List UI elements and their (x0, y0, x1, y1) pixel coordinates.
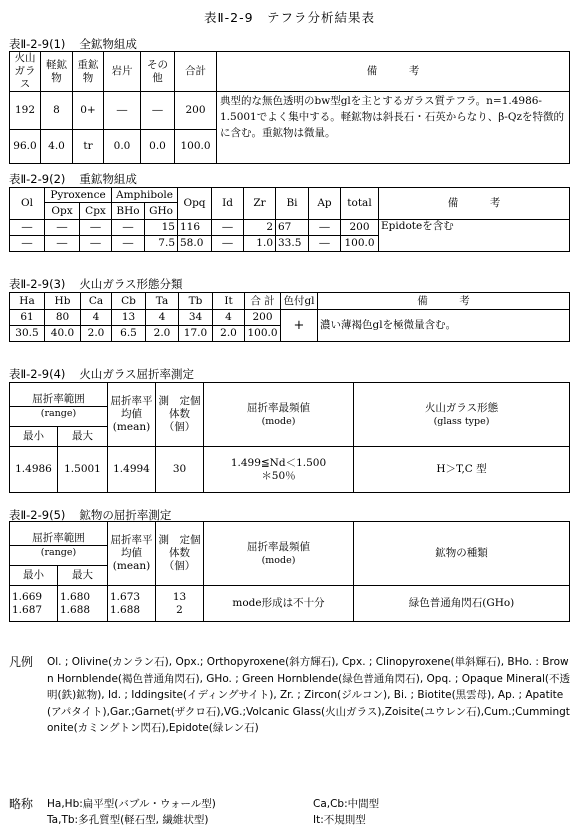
t2-cell: 7.5 (145, 236, 178, 252)
t2-cell: 33.5 (276, 236, 309, 252)
t2-cell: ― (309, 236, 341, 252)
t2-head-cpx: Cpx (80, 203, 112, 220)
table5-name: 鉱物の屈折率測定 (79, 508, 172, 522)
table-row (10, 586, 570, 622)
abbr-irregular: It:不規則型 (313, 814, 366, 826)
t4-min-value: 1.4986 (10, 447, 58, 493)
t2-head-gho: GHo (145, 203, 178, 220)
t4-head-range-label: 屈折率範囲 (32, 393, 85, 405)
t4-head-type (354, 383, 570, 447)
table-row (10, 92, 570, 130)
t2-head-ol: Ol (10, 188, 45, 220)
t5-head-min: 最小 (10, 566, 58, 586)
t3-colored-glass: + (281, 310, 318, 342)
t4-mode-value-line1: 1.499≦Nd＜1.500 (230, 456, 327, 469)
t1-head-glass: 火山ガラス (10, 52, 41, 92)
table2-number: 表Ⅱ-2-9(2) (9, 172, 66, 186)
t1-cell: 192 (10, 92, 41, 130)
t3-cell: 34 (179, 310, 213, 326)
t1-cell: 96.0 (10, 130, 41, 164)
t3-remark: 濃い薄褐色glを極微量含む。 (318, 310, 570, 342)
t3-head-ca: Ca (81, 293, 112, 310)
t2-head-opq: Opq (178, 188, 212, 220)
t3-cell: 100.0 (245, 326, 281, 342)
t3-cell: 6.5 (112, 326, 146, 342)
t3-cell: 17.0 (179, 326, 213, 342)
t1-head-total: 合計 (175, 52, 217, 92)
t4-max-value: 1.5001 (58, 447, 108, 493)
t3-head-tb: Tb (179, 293, 213, 310)
t3-head-colored: 色付gl (281, 293, 318, 310)
t2-head-opx: Opx (45, 203, 80, 220)
t2-head-bho: BHo (112, 203, 145, 220)
t4-head-mode-sub: (mode) (261, 415, 296, 427)
table4-glass-refractive (9, 382, 570, 493)
t2-cell: ― (112, 236, 145, 252)
t2-head-total: total (341, 188, 379, 220)
t3-cell: 61 (10, 310, 45, 326)
table3-glass-shape (9, 292, 570, 342)
t4-head-min: 最小 (10, 427, 58, 447)
legend-label: 凡例 (9, 655, 34, 669)
t5-max-values: 1.680 1.688 (58, 586, 108, 622)
table3-name: 火山ガラス形態分類 (79, 277, 183, 291)
t5-head-range-sub: (range) (10, 546, 108, 566)
t5-head-range-label: 屈折率範囲 (32, 532, 85, 544)
t1-head-heavy: 重鉱物 (73, 52, 104, 92)
table-row (10, 447, 570, 493)
t3-cell: 2.0 (213, 326, 245, 342)
t4-type-value: H＞T,C 型 (354, 447, 570, 493)
t3-cell: 2.0 (81, 326, 112, 342)
t4-mode-value-line2: ＊50％ (261, 469, 296, 482)
t1-cell: tr (73, 130, 104, 164)
t2-cell: 67 (276, 220, 309, 236)
table1-header-row (10, 52, 570, 92)
abbr-intermediate: Ca,Cb:中間型 (313, 798, 380, 810)
t1-cell: ― (104, 92, 141, 130)
t5-mean-values: 1.673 1.688 (108, 586, 156, 622)
t3-cell: 40.0 (45, 326, 81, 342)
t2-group-amphibole: Amphibole (112, 188, 178, 203)
table3-number: 表Ⅱ-2-9(3) (9, 277, 66, 291)
t4-count-value: 30 (156, 447, 204, 493)
t2-cell: 2 (244, 220, 276, 236)
t3-cell: 200 (245, 310, 281, 326)
table1-name: 全鉱物組成 (79, 37, 137, 51)
t2-cell: ― (45, 236, 80, 252)
t2-head-bi: Bi (276, 188, 309, 220)
table2-title (9, 171, 137, 187)
t5-head-max: 最大 (58, 566, 108, 586)
t1-cell: 100.0 (175, 130, 217, 164)
t2-cell: 58.0 (178, 236, 212, 252)
t4-head-range (10, 383, 108, 407)
legend (9, 654, 571, 737)
t4-head-mean: 屈折率平均値(mean) (108, 383, 156, 447)
t2-cell: 1.0 (244, 236, 276, 252)
t1-head-remark: 備 考 (217, 52, 570, 92)
t3-cell: 80 (45, 310, 81, 326)
t2-cell: ― (212, 236, 244, 252)
t5-head-mean: 屈折率平均値(mean) (108, 522, 156, 586)
t3-cell: 4 (213, 310, 245, 326)
t2-cell: ― (80, 220, 112, 236)
table3-title (9, 276, 183, 292)
t2-cell: 200 (341, 220, 379, 236)
t1-cell: ― (141, 92, 175, 130)
t1-head-other: その他 (141, 52, 175, 92)
table1-number: 表Ⅱ-2-9(1) (9, 37, 66, 51)
t4-head-type-label: 火山ガラス形態 (424, 401, 499, 414)
t3-cell: 4 (146, 310, 179, 326)
t1-cell: 0.0 (104, 130, 141, 164)
t3-cell: 13 (112, 310, 146, 326)
t4-head-mode-label: 屈折率最頻値 (247, 401, 310, 414)
t4-mean-value: 1.4994 (108, 447, 156, 493)
table2-heavy-mineral (9, 187, 570, 252)
table4-name: 火山ガラス屈折率測定 (79, 367, 195, 381)
t2-head-remark: 備 考 (379, 188, 570, 220)
t2-head-ap: Ap (309, 188, 341, 220)
t2-cell: 100.0 (341, 236, 379, 252)
t5-mode-value: mode形成は不十分 (204, 586, 354, 622)
t2-remark: Epidoteを含む (379, 220, 570, 252)
t4-head-range-sub: (range) (10, 407, 108, 427)
t1-cell: 0.0 (141, 130, 175, 164)
t2-cell: 15 (145, 220, 178, 236)
t3-cell: 2.0 (146, 326, 179, 342)
t3-cell: 30.5 (10, 326, 45, 342)
t4-head-max: 最大 (58, 427, 108, 447)
t3-head-total: 合 計 (245, 293, 281, 310)
table-row (10, 220, 570, 236)
t5-head-mode-sub: (mode) (261, 554, 296, 566)
t5-head-range (10, 522, 108, 546)
table4-title (9, 366, 194, 382)
t3-head-hb: Hb (45, 293, 81, 310)
t5-head-mode (204, 522, 354, 586)
t4-head-type-sub: (glass type) (433, 415, 490, 427)
legend-text: Ol. ; Olivine(カンラン石), Opx.; Orthopyroxene(斜方輝石), Cpx. ; Clinopyroxene(単斜輝石), BHo. : Brown Hornblende(褐色普通角閃石), GHo. ; Green Hornblende(緑色普通角閃石), Opq. ; Opaque Mineral(不透明(鉄)鉱物), Id. ; Iddingsite(イディングサイト), Zr. ; Zircon(ジルコン), Bi. ; Biotite(黒雲母), Ap. ; Apatite(アパタイト),Gar.;Garnet(ザクロ石),VG.;Volcanic Glass(火山ガラス),Zoisite(ユウレン石),Cum.;Cummingtonite(カミングトン閃石),Epidote(緑レン石) (47, 656, 571, 734)
t1-cell: 4.0 (41, 130, 73, 164)
t2-cell: ― (309, 220, 341, 236)
table1-title (9, 36, 137, 52)
page-title: 表Ⅱ-2-9 テフラ分析結果表 (203, 10, 376, 25)
t2-cell: ― (45, 220, 80, 236)
t5-count-values: 13 2 (156, 586, 204, 622)
table1-total-mineral (9, 51, 570, 164)
t3-head-ta: Ta (146, 293, 179, 310)
t1-head-rock: 岩片 (104, 52, 141, 92)
t3-head-remark: 備 考 (318, 293, 570, 310)
t2-head-zr: Zr (244, 188, 276, 220)
t2-cell: 116 (178, 220, 212, 236)
table4-number: 表Ⅱ-2-9(4) (9, 367, 66, 381)
table3-header-row (10, 293, 570, 310)
t1-head-light: 軽鉱物 (41, 52, 73, 92)
t4-mode-value (204, 447, 354, 493)
t2-cell: ― (80, 236, 112, 252)
t1-cell: 200 (175, 92, 217, 130)
t2-cell: ― (10, 236, 45, 252)
t4-head-mode (204, 383, 354, 447)
t5-head-kind: 鉱物の種類 (354, 522, 570, 586)
abbreviations-label: 略称 (9, 797, 34, 811)
abbr-porous: Ta,Tb:多孔質型(軽石型, 繊維状型) (47, 814, 209, 826)
t5-min-values: 1.669 1.687 (10, 586, 58, 622)
t2-cell: ― (10, 220, 45, 236)
t2-cell: ― (112, 220, 145, 236)
table2-name: 重鉱物組成 (79, 172, 137, 186)
t5-kind-value: 緑色普通角閃石(GHo) (354, 586, 570, 622)
t3-head-ha: Ha (10, 293, 45, 310)
t1-cell: 0+ (73, 92, 104, 130)
t3-cell: 4 (81, 310, 112, 326)
t2-head-id: Id (212, 188, 244, 220)
t2-group-pyroxene: Pyroxence (45, 188, 112, 203)
abbr-flat: Ha,Hb:扁平型(バブル・ウォール型) (47, 798, 216, 810)
t3-head-it: It (213, 293, 245, 310)
abbreviations (9, 796, 571, 828)
t4-head-count: 測 定個体数（個） (156, 383, 204, 447)
table-row (10, 310, 570, 326)
t1-cell: 8 (41, 92, 73, 130)
t5-head-count: 測 定個体数（個） (156, 522, 204, 586)
t1-remark: 典型的な無色透明のbw型glを主とするガラス質テフラ。n=1.4986-1.5001でよく集中する。軽鉱物は斜長石・石英からなり、β-Qzを特徴的に含む。重鉱物は微量。 (217, 92, 570, 164)
t5-head-mode-label: 屈折率最頻値 (247, 540, 310, 553)
t2-cell: ― (212, 220, 244, 236)
table5-number: 表Ⅱ-2-9(5) (9, 508, 66, 522)
t3-head-cb: Cb (112, 293, 146, 310)
table5-mineral-refractive (9, 521, 570, 622)
